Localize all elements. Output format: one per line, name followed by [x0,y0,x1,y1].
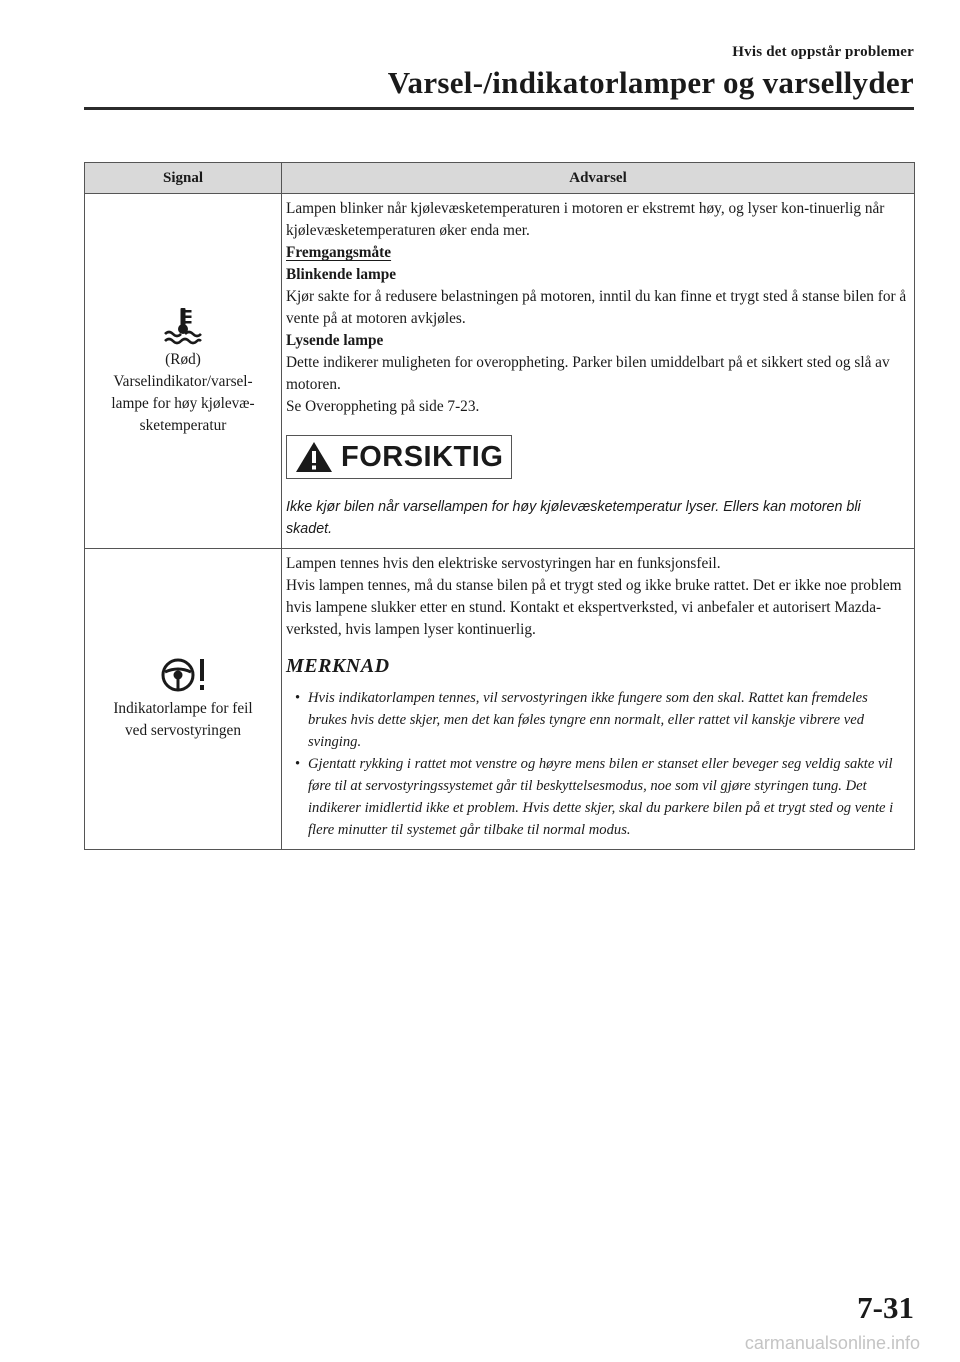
header-rule [84,107,914,110]
procedure-heading: Fremgangsmåte [286,244,392,261]
bullet-icon: • [295,756,301,772]
table-row [85,194,915,549]
signal-label: (Rød) Varselindikator/varsel- lampe for høy kjølevæ- sketemperatur [111,351,255,434]
warning-intro: Lampen blinker når kjølevæsketemperaturen i motoren er ekstremt høy, og lyser kon-tinuerlig når kjølevæsketemperaturen øker enda mer. [286,200,885,239]
power-steering-warning-icon [158,656,208,694]
watermark: carmanualsonline.info [744,1333,920,1353]
steady-text: Dette indikerer muligheten for overoppheting. Parker bilen umiddelbart på et sikkert sted og slå av motoren. [286,354,890,393]
signal-cell [85,549,282,850]
note-list [286,687,908,841]
signal-label: Indikatorlampe for feil ved servostyringen [113,700,253,739]
blinking-text: Kjør sakte for å redusere belastningen på motoren, inntil du kan finne et trygt sted å stanse bilen for å vente på at motoren avkjøles. [286,288,907,327]
warning-cell [282,194,915,549]
caution-box [286,435,512,479]
page-title: Varsel-/indikatorlamper og varsellyder [387,65,914,100]
warning-table [84,162,915,850]
note-heading: MERKNAD [286,655,390,677]
section-name: Hvis det oppstår problemer [732,44,914,60]
see-reference: Se Overoppheting på side 7-23. [286,398,480,415]
table-row [85,549,915,850]
caution-text: Ikke kjør bilen når varsellampen for høy kjølevæsketemperatur lyser. Ellers kan motoren bli skadet. [286,499,861,537]
column-header-warning: Advarsel [282,163,915,194]
blinking-heading: Blinkende lampe [286,266,397,283]
signal-cell [85,194,282,549]
warning-cell [282,549,915,850]
page-number: 7-31 [857,1290,914,1325]
table-header-row [85,163,915,194]
bullet-icon: • [295,690,301,706]
warning-text: Hvis lampen tennes, må du stanse bilen på et trygt sted og ikke bruke rattet. Det er ikke noe problem hvis lampene slukker etter en stund. Kontakt et ekspertverksted, vi anbefaler et autorisert Mazda-verksted, hvis lampen lyser kontinuerlig. [286,577,902,638]
caution-label: FORSIKTIG [341,441,504,473]
warning-triangle-icon [295,441,333,473]
list-item: • Gjentatt rykking i rattet mot venstre og høyre mens bilen er stanset eller beveger seg veldig sakte vil føre til at servostyringssystemet går til beskyttelsesmodus, noe som vil gjøre styringen tung. Det indikerer imidlertid ikke et problem. Hvis dette skjer, skal du parkere bilen på et trygt sted og vente i flere minutter til systemet går tilbake til normal modus. [286,753,908,841]
page-header [84,44,914,101]
warning-intro: Lampen tennes hvis den elektriske servostyringen har en funksjonsfeil. [286,555,721,572]
steady-heading: Lysende lampe [286,332,384,349]
column-header-signal: Signal [85,163,282,194]
list-item: • Hvis indikatorlampen tennes, vil servostyringen ikke fungere som den skal. Rattet kan fremdeles brukes hvis dette skjer, men det kan føles tyngre enn normalt, eller rattet vil kanskje vibrere ved svinging. [286,687,908,753]
coolant-temperature-icon [161,305,205,345]
